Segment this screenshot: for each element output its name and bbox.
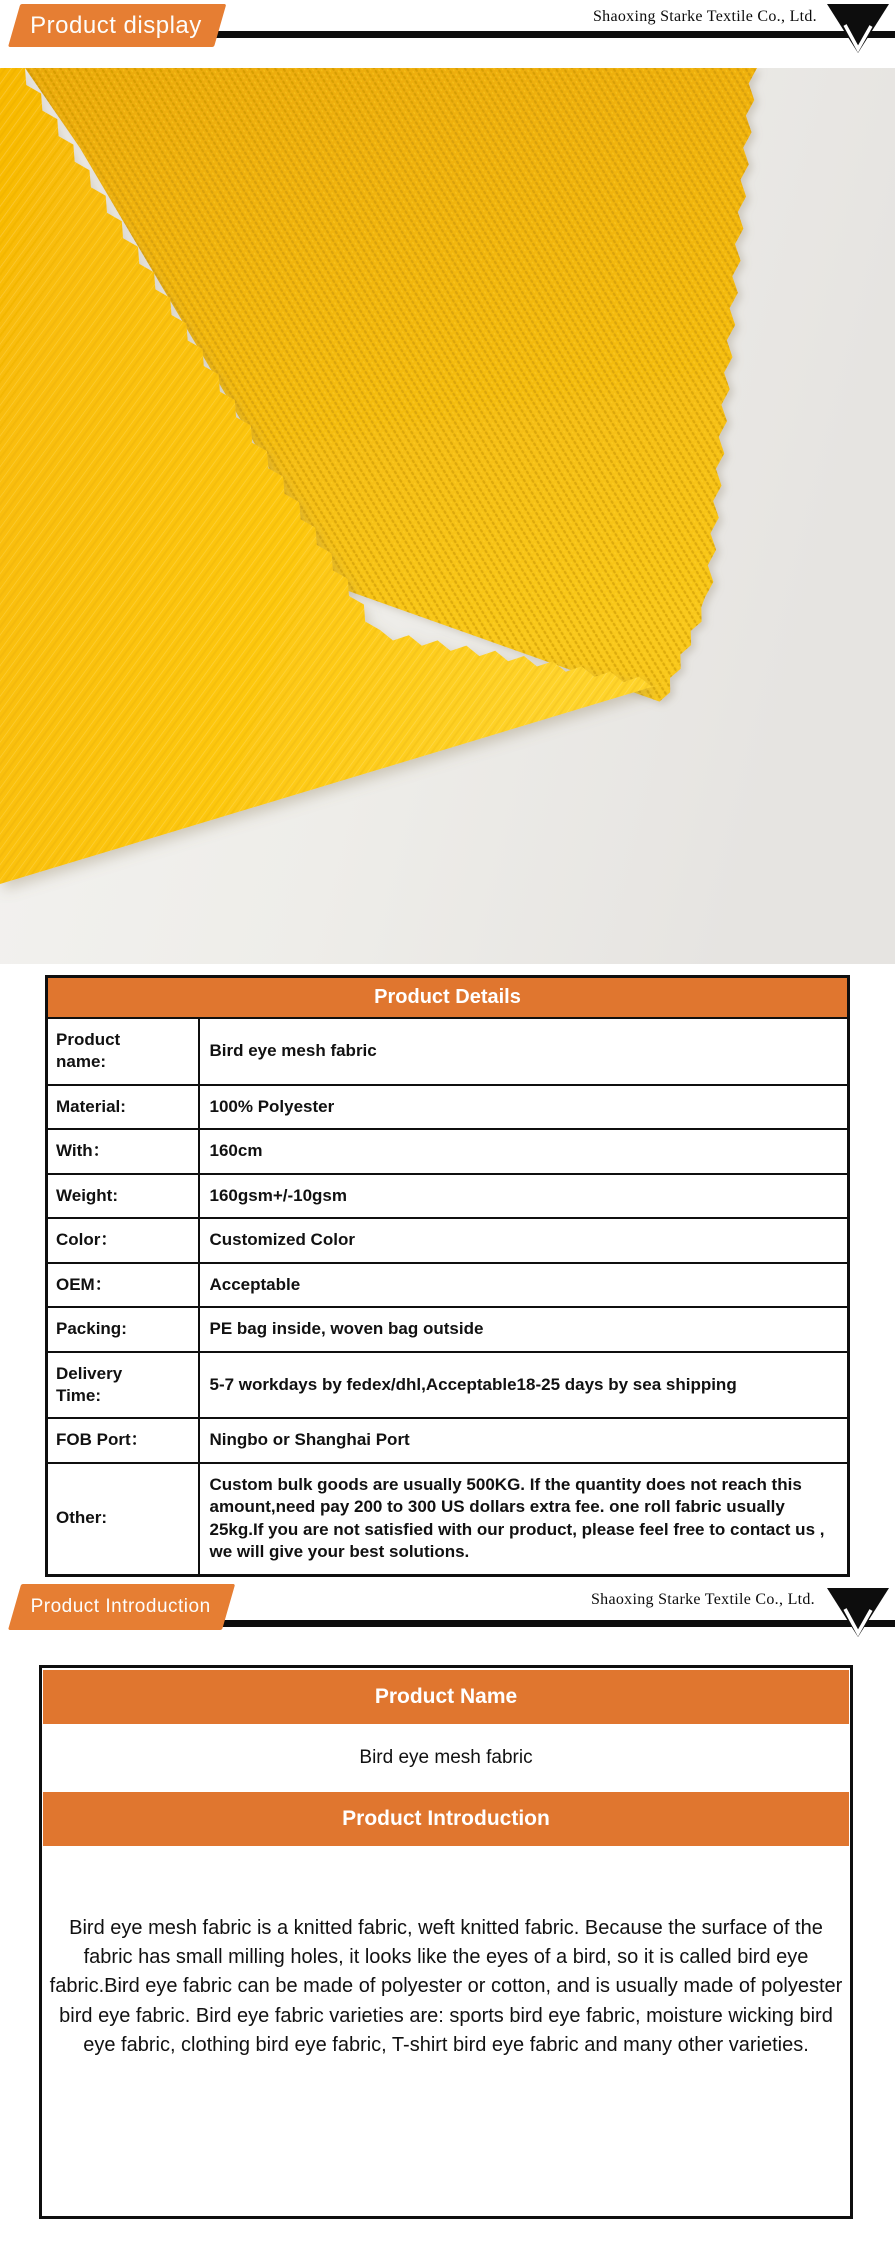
table-row [47,1018,849,1085]
company-name: Shaoxing Starke Textile Co., Ltd. [592,8,817,25]
table-row [47,1085,849,1129]
product-details-title: Product Details [47,977,849,1019]
product-display-badge [8,4,226,47]
product-name-heading: Product Name [43,1670,849,1724]
row-value: Customized Color [199,1218,849,1262]
row-value: Ningbo or Shanghai Port [199,1418,849,1462]
row-label: Color： [47,1218,199,1262]
row-label: FOB Port： [47,1418,199,1462]
table-row [47,1352,849,1419]
table-row [47,1218,849,1262]
row-value: Custom bulk goods are usually 500KG. If the quantity does not reach this amount,need pay 200 to 300 US dollars extra fee. one roll fabric usually 25kg.If you are not satisfied with our product, please feel free to contact us , we will give your best solutions. [199,1463,849,1575]
row-label: Product name: [47,1018,199,1085]
company-name: Shaoxing Starke Textile Co., Ltd. [590,1590,815,1608]
company-logo-icon [823,1585,893,1639]
table-header-row [47,977,849,1019]
row-value: PE bag inside, woven bag outside [199,1307,849,1351]
table-row [47,1418,849,1462]
header-divider-bar [215,1620,895,1627]
product-introduction-box [39,1665,853,2219]
header-divider-bar [166,31,895,38]
row-label: OEM： [47,1263,199,1307]
table-row [47,1129,849,1173]
product-introduction-badge-label: Product Introduction [30,1595,211,1617]
row-value: Bird eye mesh fabric [199,1018,849,1085]
top-header [0,0,895,52]
row-label: With： [47,1129,199,1173]
table-row [47,1307,849,1351]
product-introduction-text: Bird eye mesh fabric is a knitted fabric, weft knitted fabric. Because the surface of the fabric has small milling holes, it looks like the eyes of a bird, so it is called bird eye fabric.Bird eye fabric can be made of polyester or cotton, and is usually made of polyester bird eye fabric. Bird eye fabric varieties are: sports bird eye fabric, moisture wicking bird eye fabric, clothing bird eye fabric, T-shirt bird eye fabric and many other varieties. [49,1916,843,2057]
row-value: 100% Polyester [199,1085,849,1129]
table-row [47,1174,849,1218]
introduction-header [0,1577,895,1641]
company-logo-icon [823,1,893,55]
row-label: Other: [47,1463,199,1575]
table-row [47,1463,849,1575]
row-label: Material: [47,1085,199,1129]
row-label: Delivery Time: [47,1352,199,1419]
row-value: 160gsm+/-10gsm [199,1174,849,1218]
row-label: Packing: [47,1307,199,1351]
product-name-value: Bird eye mesh fabric [359,1746,533,1768]
row-value: 5-7 workdays by fedex/dhl,Acceptable18-25 days by sea shipping [199,1352,849,1419]
row-value: Acceptable [199,1263,849,1307]
row-label: Weight: [47,1174,199,1218]
row-value: 160cm [199,1129,849,1173]
product-display-badge-label: Product display [30,12,202,39]
product-details-table [45,975,850,1577]
product-introduction-badge [8,1584,235,1630]
product-introduction-heading: Product Introduction [43,1792,849,1846]
fabric-photo [0,68,895,964]
table-row [47,1263,849,1307]
